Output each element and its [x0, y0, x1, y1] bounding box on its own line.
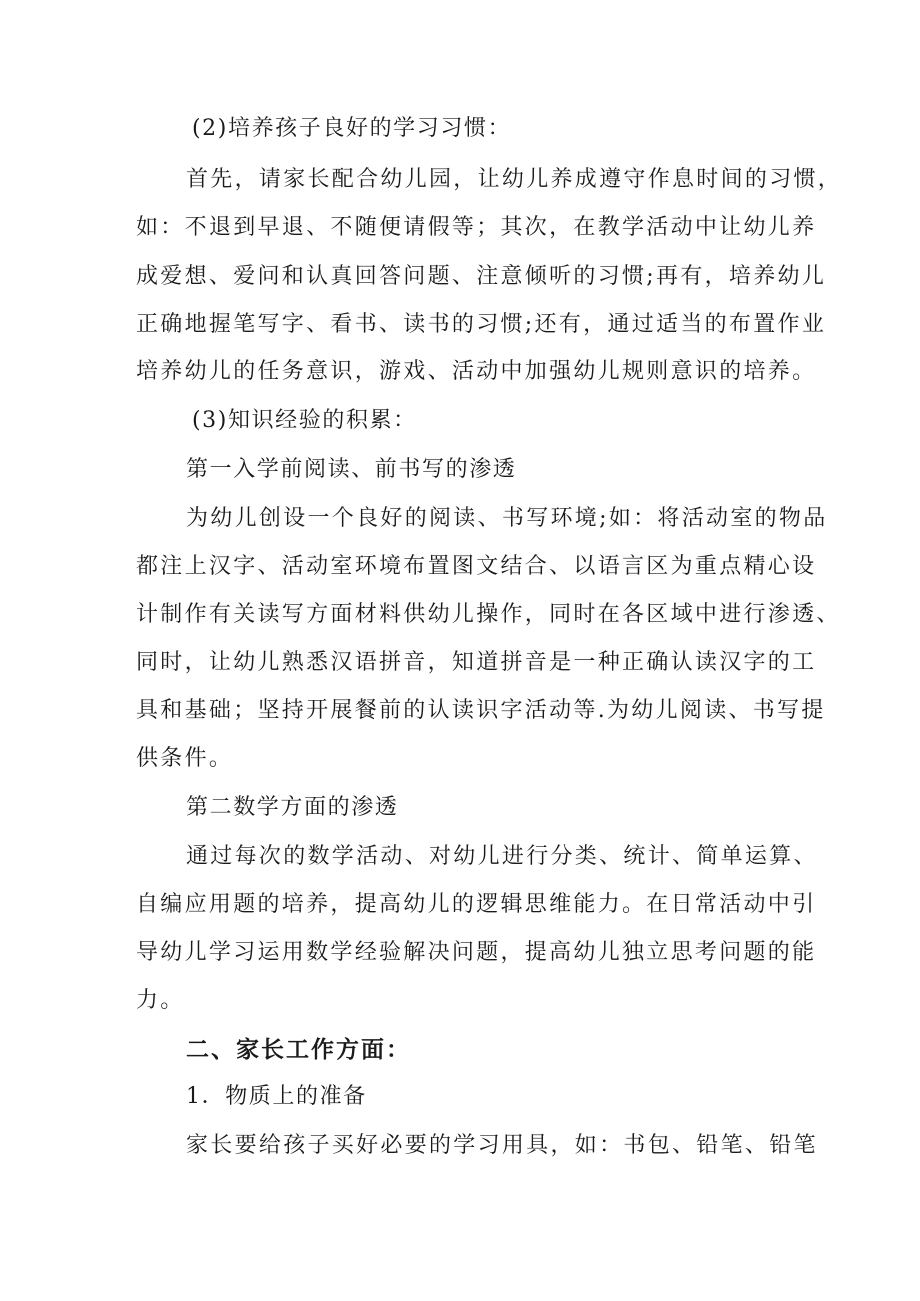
paragraph-line: 力。: [136, 988, 185, 1013]
subheading-math: 第二数学方面的渗透: [186, 795, 399, 820]
paragraph-line: 具和基础；坚持开展餐前的认读识字活动等.为幼儿阅读、书写提: [136, 698, 826, 723]
paragraph-line: 家长要给孩子买好必要的学习用具，如：书包、铅笔、铅笔: [186, 1133, 818, 1158]
paragraph-line: 计制作有关读写方面材料供幼儿操作，同时在各区域中进行渗透、: [136, 602, 841, 627]
paragraph-line: 培养幼儿的任务意识，游戏、活动中加强幼儿规则意识的培养。: [136, 359, 817, 384]
section-heading-parent-work: 二、家长工作方面：: [186, 1037, 411, 1063]
paragraph-line: 如：不退到早退、不随便请假等；其次，在教学活动中让幼儿养: [136, 215, 817, 240]
paragraph-line: 成爱想、爱问和认真回答问题、注意倾听的习惯;再有，培养幼儿: [136, 264, 827, 289]
subheading-material-prep: 1．物质上的准备: [186, 1084, 367, 1109]
paragraph-line: 都注上汉字、活动室环境布置图文结合、以语言区为重点精心设: [136, 554, 817, 579]
paragraph-line: 通过每次的数学活动、对幼儿进行分类、统计、简单运算、: [186, 844, 818, 869]
paragraph-line: 同时，让幼儿熟悉汉语拼音，知道拼音是一种正确认读汉字的工: [136, 650, 817, 675]
subheading-knowledge: (3)知识经验的积累：: [192, 408, 417, 433]
paragraph-line: 供条件。: [136, 746, 234, 771]
paragraph-line: 首先，请家长配合幼儿园，让幼儿养成遵守作息时间的习惯，: [186, 167, 843, 192]
subheading-study-habits: (2)培养孩子良好的学习习惯：: [192, 116, 512, 141]
paragraph-line: 正确地握笔写字、看书、读书的习惯;还有，通过适当的布置作业: [136, 312, 827, 337]
paragraph-line: 自编应用题的培养，提高幼儿的逻辑思维能力。在日常活动中引: [136, 892, 817, 917]
subheading-reading-writing: 第一入学前阅读、前书写的渗透: [186, 457, 517, 482]
paragraph-line: 为幼儿创设一个良好的阅读、书写环境;如：将活动室的物品: [186, 506, 828, 531]
paragraph-line: 导幼儿学习运用数学经验解决问题，提高幼儿独立思考问题的能: [136, 940, 817, 965]
